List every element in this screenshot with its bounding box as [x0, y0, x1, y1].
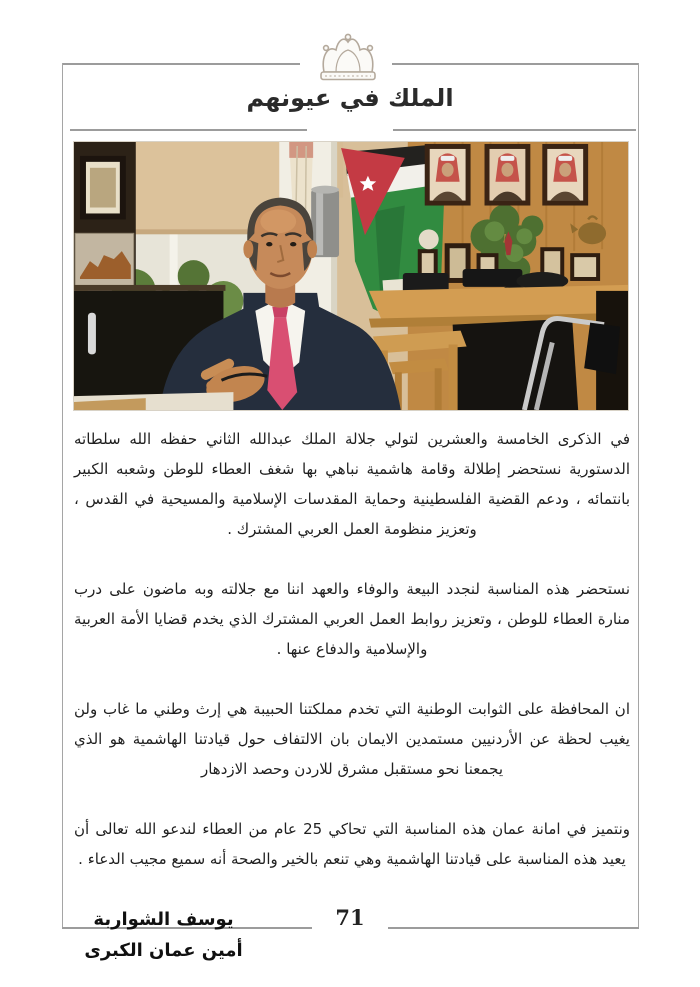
article-paragraph-4: ونتميز في امانة عمان هذه المناسبة التي تحاكي 25 عام من العطاء لندعو الله تعالى أن يعيد هذه المناسبة على قيادتنا الهاشمية وهي تنعم بالخير والصحة أنه سميع مجيب الدعاء .: [74, 820, 630, 868]
side-shelf: [74, 142, 136, 289]
article-body: [74, 424, 630, 966]
frame-left-line: [62, 63, 63, 929]
doily-fan: [419, 229, 439, 249]
signature-block: [76, 904, 251, 966]
title-separator-right: [393, 129, 636, 131]
article-photo: [73, 141, 629, 411]
signature-title: أمين عمان الكبرى: [84, 940, 243, 961]
title-separator-left: [70, 129, 307, 131]
signature-name: يوسف الشواربة: [93, 909, 234, 930]
frame-right-line: [638, 63, 639, 929]
frame-top-right-line: [392, 63, 639, 65]
article-paragraph-3: ان المحافظة على الثوابت الوطنية التي تخدم مملكتنا الحبيبة هي إرث وطني ما غاب ولن يغيب لحظة عن الأردنيين مستمدين الايمان بان الالتفاف حول قيادتنا الهاشمية هو الذي يجمعنا نحو مستقبل مشرق للاردن وحصد الازدهار: [74, 700, 630, 778]
cabinet-handle: [88, 313, 96, 355]
frame-top-left-line: [62, 63, 300, 65]
article-paragraph-2: نستحضر هذه المناسبة لنجدد البيعة والوفاء والعهد اننا مع جلالته وبه ماضون على درب منارة العطاء للوطن ، وتعزيز روابط العمل العربي المشترك الذي يخدم قضايا الأمة العربية والإسلامية والدفاع عنها .: [74, 580, 630, 658]
office-photo-illustration: [74, 142, 628, 410]
article-paragraph-1: في الذكرى الخامسة والعشرين لتولي جلالة الملك عبدالله الثاني حفظه الله سلطاته الدستورية نستحضر إطلالة وقامة هاشمية نباهي بها شغف العطاء للوطن وشعبه الكبير بانتمائه ، ودعم القضية الفلسطينية وحماية المقدسات الإسلامية والمسيحية في القدس ، وتعزيز منظومة العمل العربي المشترك .: [74, 430, 630, 538]
page-number: 71: [312, 905, 388, 930]
royal-portraits: [425, 144, 588, 206]
crown-icon: [312, 32, 384, 84]
page-title: الملك في عيونهم: [246, 84, 454, 112]
desk-drawers: [453, 319, 579, 410]
